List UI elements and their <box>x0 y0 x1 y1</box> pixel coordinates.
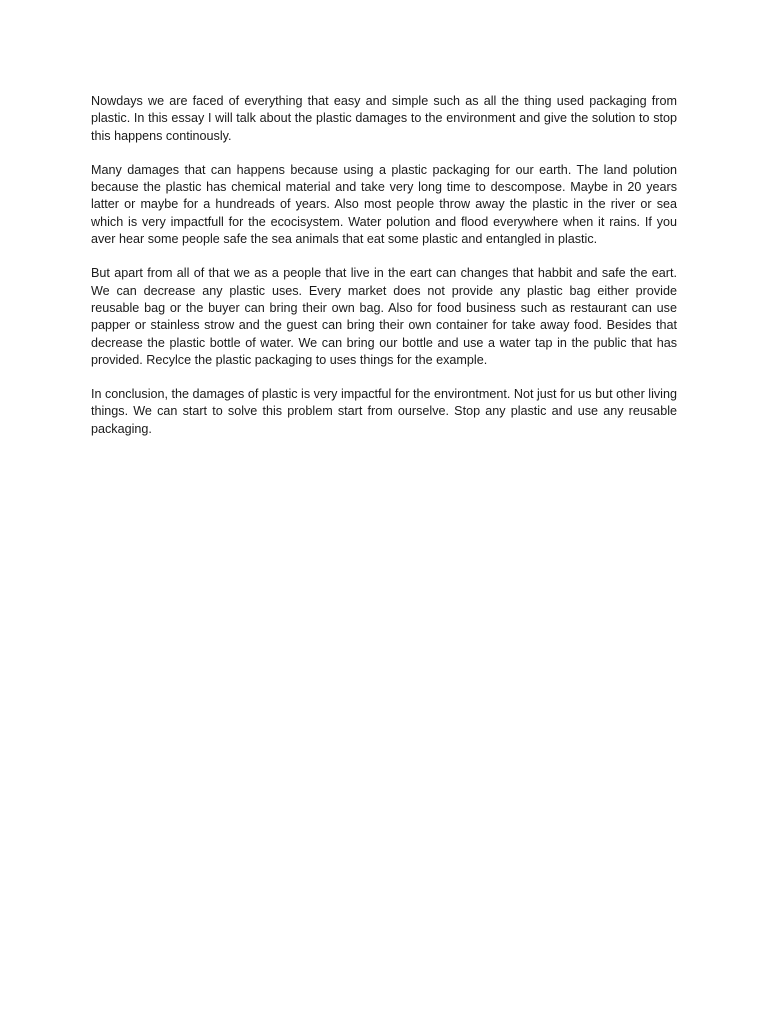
paragraph-damages: Many damages that can happens because using a plastic packaging for our earth. The land polution because the plastic has chemical material and take very long time to descompose. Maybe in 20 years latter or maybe for a hundreads of years. Also most people throw away the plastic in the river or sea which is very impactfull for the ecocisystem. Water polution and flood everywhere when it rains. If you aver hear some people safe the sea animals that eat some plastic and entangled in plastic. <box>91 162 677 247</box>
paragraph-conclusion: In conclusion, the damages of plastic is very impactful for the environtment. Not just for us but other living things. We can start to solve this problem start from ourselve. Stop any plastic and use any reusable packaging. <box>91 387 677 436</box>
paragraph-introduction: Nowdays we are faced of everything that easy and simple such as all the thing used packaging from plastic. In this essay I will talk about the plastic damages to the environment and give the solution to stop this happens continously. <box>91 94 677 143</box>
essay-body <box>91 93 677 455</box>
paragraph-solutions: But apart from all of that we as a people that live in the eart can changes that habbit and safe the eart. We can decrease any plastic uses. Every market does not provide any plastic bag either provide reusable bag or the buyer can bring their own bag. Also for food business such as restaurant can use papper or stainless strow and the guest can bring their own container for take away food. Besides that decrease the plastic bottle of water. We can bring our bottle and use a water tap in the public that has provided. Recylce the plastic packaging to uses things for the example. <box>91 266 677 367</box>
